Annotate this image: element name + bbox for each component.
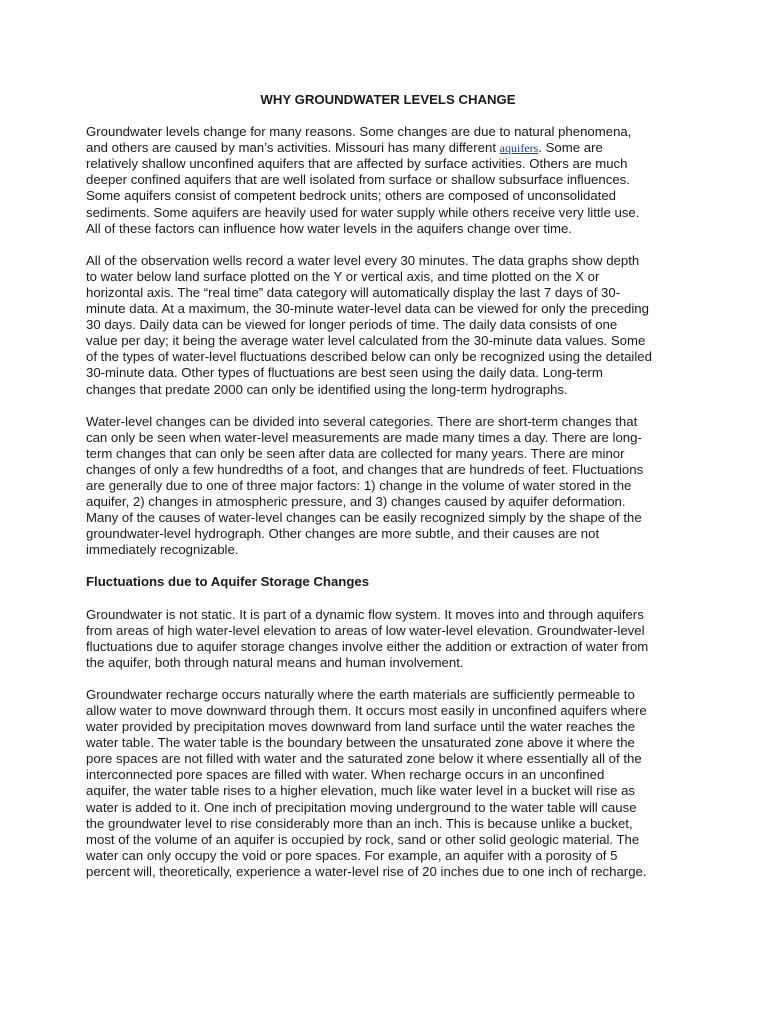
text-line: aquifer, 2) changes in atmospheric pressure, and 3) changes caused by aquifer deformation. [86,494,626,510]
text-line: immediately recognizable. [86,542,239,558]
document-body [86,92,690,896]
text-line: Groundwater recharge occurs naturally where the earth materials are sufficiently permeable to [86,686,635,702]
text-line: Some aquifers consist of competent bedrock units; others are composed of unconsolidated [86,188,616,204]
text-line: the aquifer, both through natural means and human involvement. [86,654,464,670]
text-line: from areas of high water-level elevation to areas of low water-level elevation. Groundwater-level [86,622,645,638]
text-line: 30 days. Daily data can be viewed for longer periods of time. The daily data consists of one [86,317,618,333]
text-line: allow water to move downward through them. It occurs most easily in unconfined aquifers where [86,703,647,718]
text-line: All of the observation wells record a water level every 30 minutes. The data graphs show depth [86,252,640,268]
text-line: of the types of water-level fluctuations described below can only be recognized using the detailed [86,349,652,365]
text-line [86,140,690,156]
text-line: changes that predate 2000 can only be identified using the long-term hydrographs. [86,381,568,397]
text-line: can only be seen when water-level measurements are made many times a day. There are long- [86,429,642,445]
text-line: relatively shallow unconfined aquifers that are affected by surface activities. Others are much [86,156,628,172]
text-line: minute data. At a maximum, the 30-minute water-level data can be viewed for only the preceding [86,301,649,317]
text-line: most of the volume of an aquifer is occupied by rock, sand or other solid geologic material. The [86,831,640,847]
text-line: to water below land surface plotted on the Y or vertical axis, and time plotted on the X or [86,268,600,284]
paragraph-change-categories [86,414,690,559]
paragraph-intro [86,124,690,237]
text-line: Groundwater is not static. It is part of a dynamic flow system. It moves into and through aquifers [86,606,644,622]
text-line: water can only occupy the void or pore spaces. For example, an aquifer with a porosity of 5 [86,847,618,863]
text-line: 30-minute data. Other types of fluctuations are best seen using the daily data. Long-term [86,365,603,381]
aquifers-link[interactable]: aquifers [499,141,539,156]
text-line: deeper confined aquifers that are well isolated from surface or shallow subsurface influences. [86,172,630,188]
text-segment: and others are caused by man’s activities. Missouri has many different [86,140,500,156]
text-line: fluctuations due to aquifer storage changes involve either the addition or extraction of water from [86,638,649,654]
text-line: percent will, theoretically, experience a water-level rise of 20 inches due to one inch of recharge. [86,863,647,879]
text-line: water provided by precipitation moves downward from land surface until the water reaches the [86,719,636,735]
text-line: Water-level changes can be divided into several categories. There are short-term changes that [86,413,638,429]
text-line: aquifer, the water table rises to a higher elevation, much like water level in a bucket will rise as [86,783,636,799]
text-line: pore spaces are not filled with water and the saturated zone below it where essentially all of the [86,751,642,767]
paragraph-dynamic-flow [86,607,690,671]
text-line: value per day; it being the average water level calculated from the 30-minute data values. Some [86,333,646,349]
text-line: water is added to it. One inch of precipitation moving underground to the water table will cause [86,799,637,815]
text-line: horizontal axis. The “real time” data category will automatically display the last 7 days of 30- [86,284,621,300]
text-segment: . Some are [538,140,603,156]
page-title: WHY GROUNDWATER LEVELS CHANGE [260,92,516,107]
text-line: sediments. Some aquifers are heavily used for water supply while others receive very little use. [86,204,640,220]
text-line: are generally due to one of three major factors: 1) change in the volume of water stored in the [86,477,632,493]
text-line: interconnected pore spaces are filled with water. When recharge occurs in an unconfined [86,767,605,783]
text-line: term changes that can only be seen after data are collected for many years. There are minor [86,445,625,461]
paragraph-observation-wells [86,253,690,398]
paragraph-recharge [86,687,690,880]
section-heading: Fluctuations due to Aquifer Storage Changes [86,574,370,590]
text-line: the groundwater level to rise considerably more than an inch. This is because unlike a bucket, [86,815,633,831]
text-line: Groundwater levels change for many reasons. Some changes are due to natural phenomena, [86,124,632,140]
text-line: water table. The water table is the boundary between the unsaturated zone above it where the [86,735,635,751]
text-line: Many of the causes of water-level changes can be easily recognized simply by the shape of the [86,510,642,526]
text-line: changes of only a few hundredths of a foot, and changes that are hundreds of feet. Fluctuations [86,461,644,477]
text-line: groundwater-level hydrograph. Other changes are more subtle, and their causes are not [86,526,600,542]
text-line: All of these factors can influence how water levels in the aquifers change over time. [86,220,572,236]
